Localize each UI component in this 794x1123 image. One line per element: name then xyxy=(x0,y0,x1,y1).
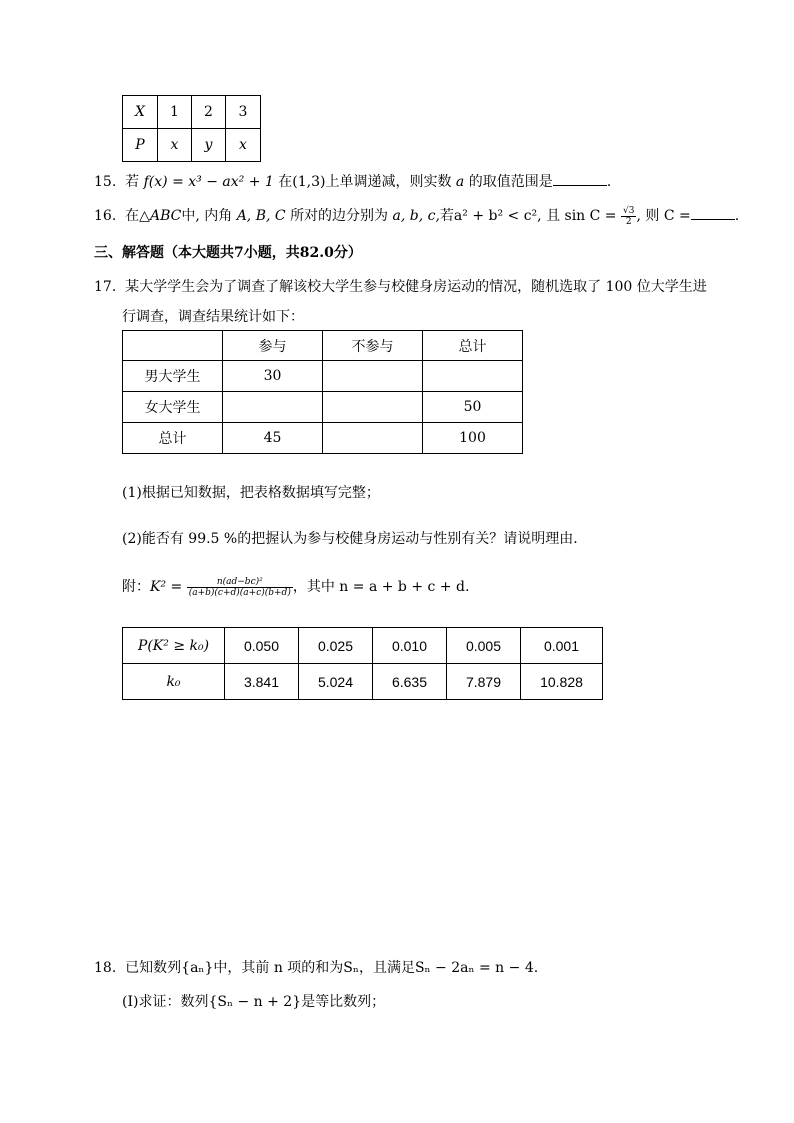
table-cell[interactable] xyxy=(423,361,523,392)
survey-table xyxy=(122,330,523,454)
table-cell[interactable] xyxy=(323,423,423,454)
table-header: 总计 xyxy=(423,331,523,361)
table-cell: P xyxy=(123,129,158,162)
fraction-denominator: 2 xyxy=(625,216,632,227)
table-cell: 0.001 xyxy=(521,628,603,664)
table-header xyxy=(123,331,223,361)
question-15 xyxy=(94,171,611,191)
table-cell: 0.025 xyxy=(299,628,373,664)
table-cell: 45 xyxy=(223,423,323,454)
table-cell[interactable] xyxy=(323,392,423,423)
math-variable: a xyxy=(455,174,465,190)
punctuation: . xyxy=(606,174,612,190)
appendix-label: 附： xyxy=(122,579,150,595)
table-cell: 3.841 xyxy=(225,664,299,700)
question-number: 15. xyxy=(94,174,117,190)
table-cell: 0.005 xyxy=(447,628,521,664)
question-17 xyxy=(94,276,707,296)
critical-value-table xyxy=(122,627,603,700)
table-cell: x xyxy=(158,129,192,162)
question-number: 18. xyxy=(94,960,117,976)
table-cell: 5.024 xyxy=(299,664,373,700)
question-18 xyxy=(94,957,538,977)
table-cell: 2 xyxy=(192,96,226,129)
section-title: 分） xyxy=(333,245,362,261)
question-text-continued: 行调查，调查结果统计如下： xyxy=(122,309,304,325)
table-row xyxy=(123,664,603,700)
table-cell: x xyxy=(226,129,261,162)
table-cell: 女大学生 xyxy=(123,392,223,423)
total-score: 82.0 xyxy=(299,245,334,261)
table-row xyxy=(123,361,523,392)
table-cell: 总计 xyxy=(123,423,223,454)
table-header: k₀ xyxy=(123,664,225,700)
answer-blank[interactable] xyxy=(691,205,735,220)
table-cell: 100 xyxy=(423,423,523,454)
table-header: 参与 xyxy=(223,331,323,361)
table-cell[interactable] xyxy=(223,392,323,423)
question-16 xyxy=(94,205,739,227)
question-part-1: (Ⅰ)求证：数列{Sₙ − n + 2}是等比数列； xyxy=(122,994,386,1010)
table-cell: 50 xyxy=(423,392,523,423)
question-number: 16. xyxy=(94,208,117,224)
table-row xyxy=(123,423,523,454)
table-cell: 男大学生 xyxy=(123,361,223,392)
fraction xyxy=(621,206,636,227)
table-cell: X xyxy=(123,96,158,129)
table-cell: 3 xyxy=(226,96,261,129)
fraction-denominator: (a+b)(c+d)(a+c)(b+d) xyxy=(188,587,291,598)
section-title: 三、解答题（本大题共 xyxy=(94,245,234,261)
fraction xyxy=(187,577,293,598)
punctuation: . xyxy=(734,208,740,224)
question-text: 某大学学生会为了调查了解该校大学生参与校健身房运动的情况，随机选取了 100 位大学生进 xyxy=(125,279,707,295)
question-part-2: (2)能否有 99.5 %的把握认为参与校健身房运动与性别有关？请说明理由. xyxy=(122,531,578,547)
question-part-1: (1)根据已知数据，把表格数据填写完整； xyxy=(122,485,380,501)
appendix-text: ，其中 n = a + b + c + d. xyxy=(292,579,470,595)
table-cell: 10.828 xyxy=(521,664,603,700)
question-text: 中, 内角 xyxy=(181,208,233,224)
fraction-numerator: n(ad−bc)² xyxy=(187,577,293,588)
appendix-formula xyxy=(122,576,469,598)
table-cell: y xyxy=(192,129,226,162)
table-header: 不参与 xyxy=(323,331,423,361)
table-cell: 6.635 xyxy=(373,664,447,700)
question-text: 若 xyxy=(125,174,140,190)
table-row xyxy=(123,392,523,423)
question-count: 7 xyxy=(234,245,244,261)
distribution-table xyxy=(122,95,261,162)
table-cell: 0.010 xyxy=(373,628,447,664)
math-expression: ABC xyxy=(149,208,182,224)
question-text: 已知数列{aₙ}中，其前 n 项的和为Sₙ，且满足Sₙ − 2aₙ = n − 4. xyxy=(125,960,539,976)
math-expression: K² = xyxy=(150,579,183,595)
question-text: 所对的边分别为 xyxy=(290,208,389,224)
table-row xyxy=(123,628,603,664)
table-row xyxy=(123,96,261,129)
table-row xyxy=(123,331,523,361)
question-text: 的取值范围是 xyxy=(468,174,553,190)
table-cell: 7.879 xyxy=(447,664,521,700)
table-cell: 30 xyxy=(223,361,323,392)
question-text: 在(1,3)上单调递减，则实数 xyxy=(278,174,452,190)
table-row xyxy=(123,129,261,162)
math-expression: f(x) = x³ − ax² + 1 xyxy=(143,174,274,190)
table-cell: 0.050 xyxy=(225,628,299,664)
table-cell: 1 xyxy=(158,96,192,129)
math-expression: A, B, C xyxy=(236,208,286,224)
table-cell[interactable] xyxy=(323,361,423,392)
section-title: 小题，共 xyxy=(243,245,300,261)
question-text: 若a² + b² < c², 且 sin C = xyxy=(439,208,617,224)
question-number: 17. xyxy=(94,279,117,295)
section-heading xyxy=(94,242,362,262)
answer-blank[interactable] xyxy=(553,171,607,186)
question-text: 在△ xyxy=(125,208,150,224)
fraction-numerator: √3 xyxy=(623,205,635,216)
math-expression: a, b, c, xyxy=(392,208,440,224)
question-text: , 则 C = xyxy=(636,208,691,224)
table-header: P(K² ≥ k₀) xyxy=(123,628,225,664)
